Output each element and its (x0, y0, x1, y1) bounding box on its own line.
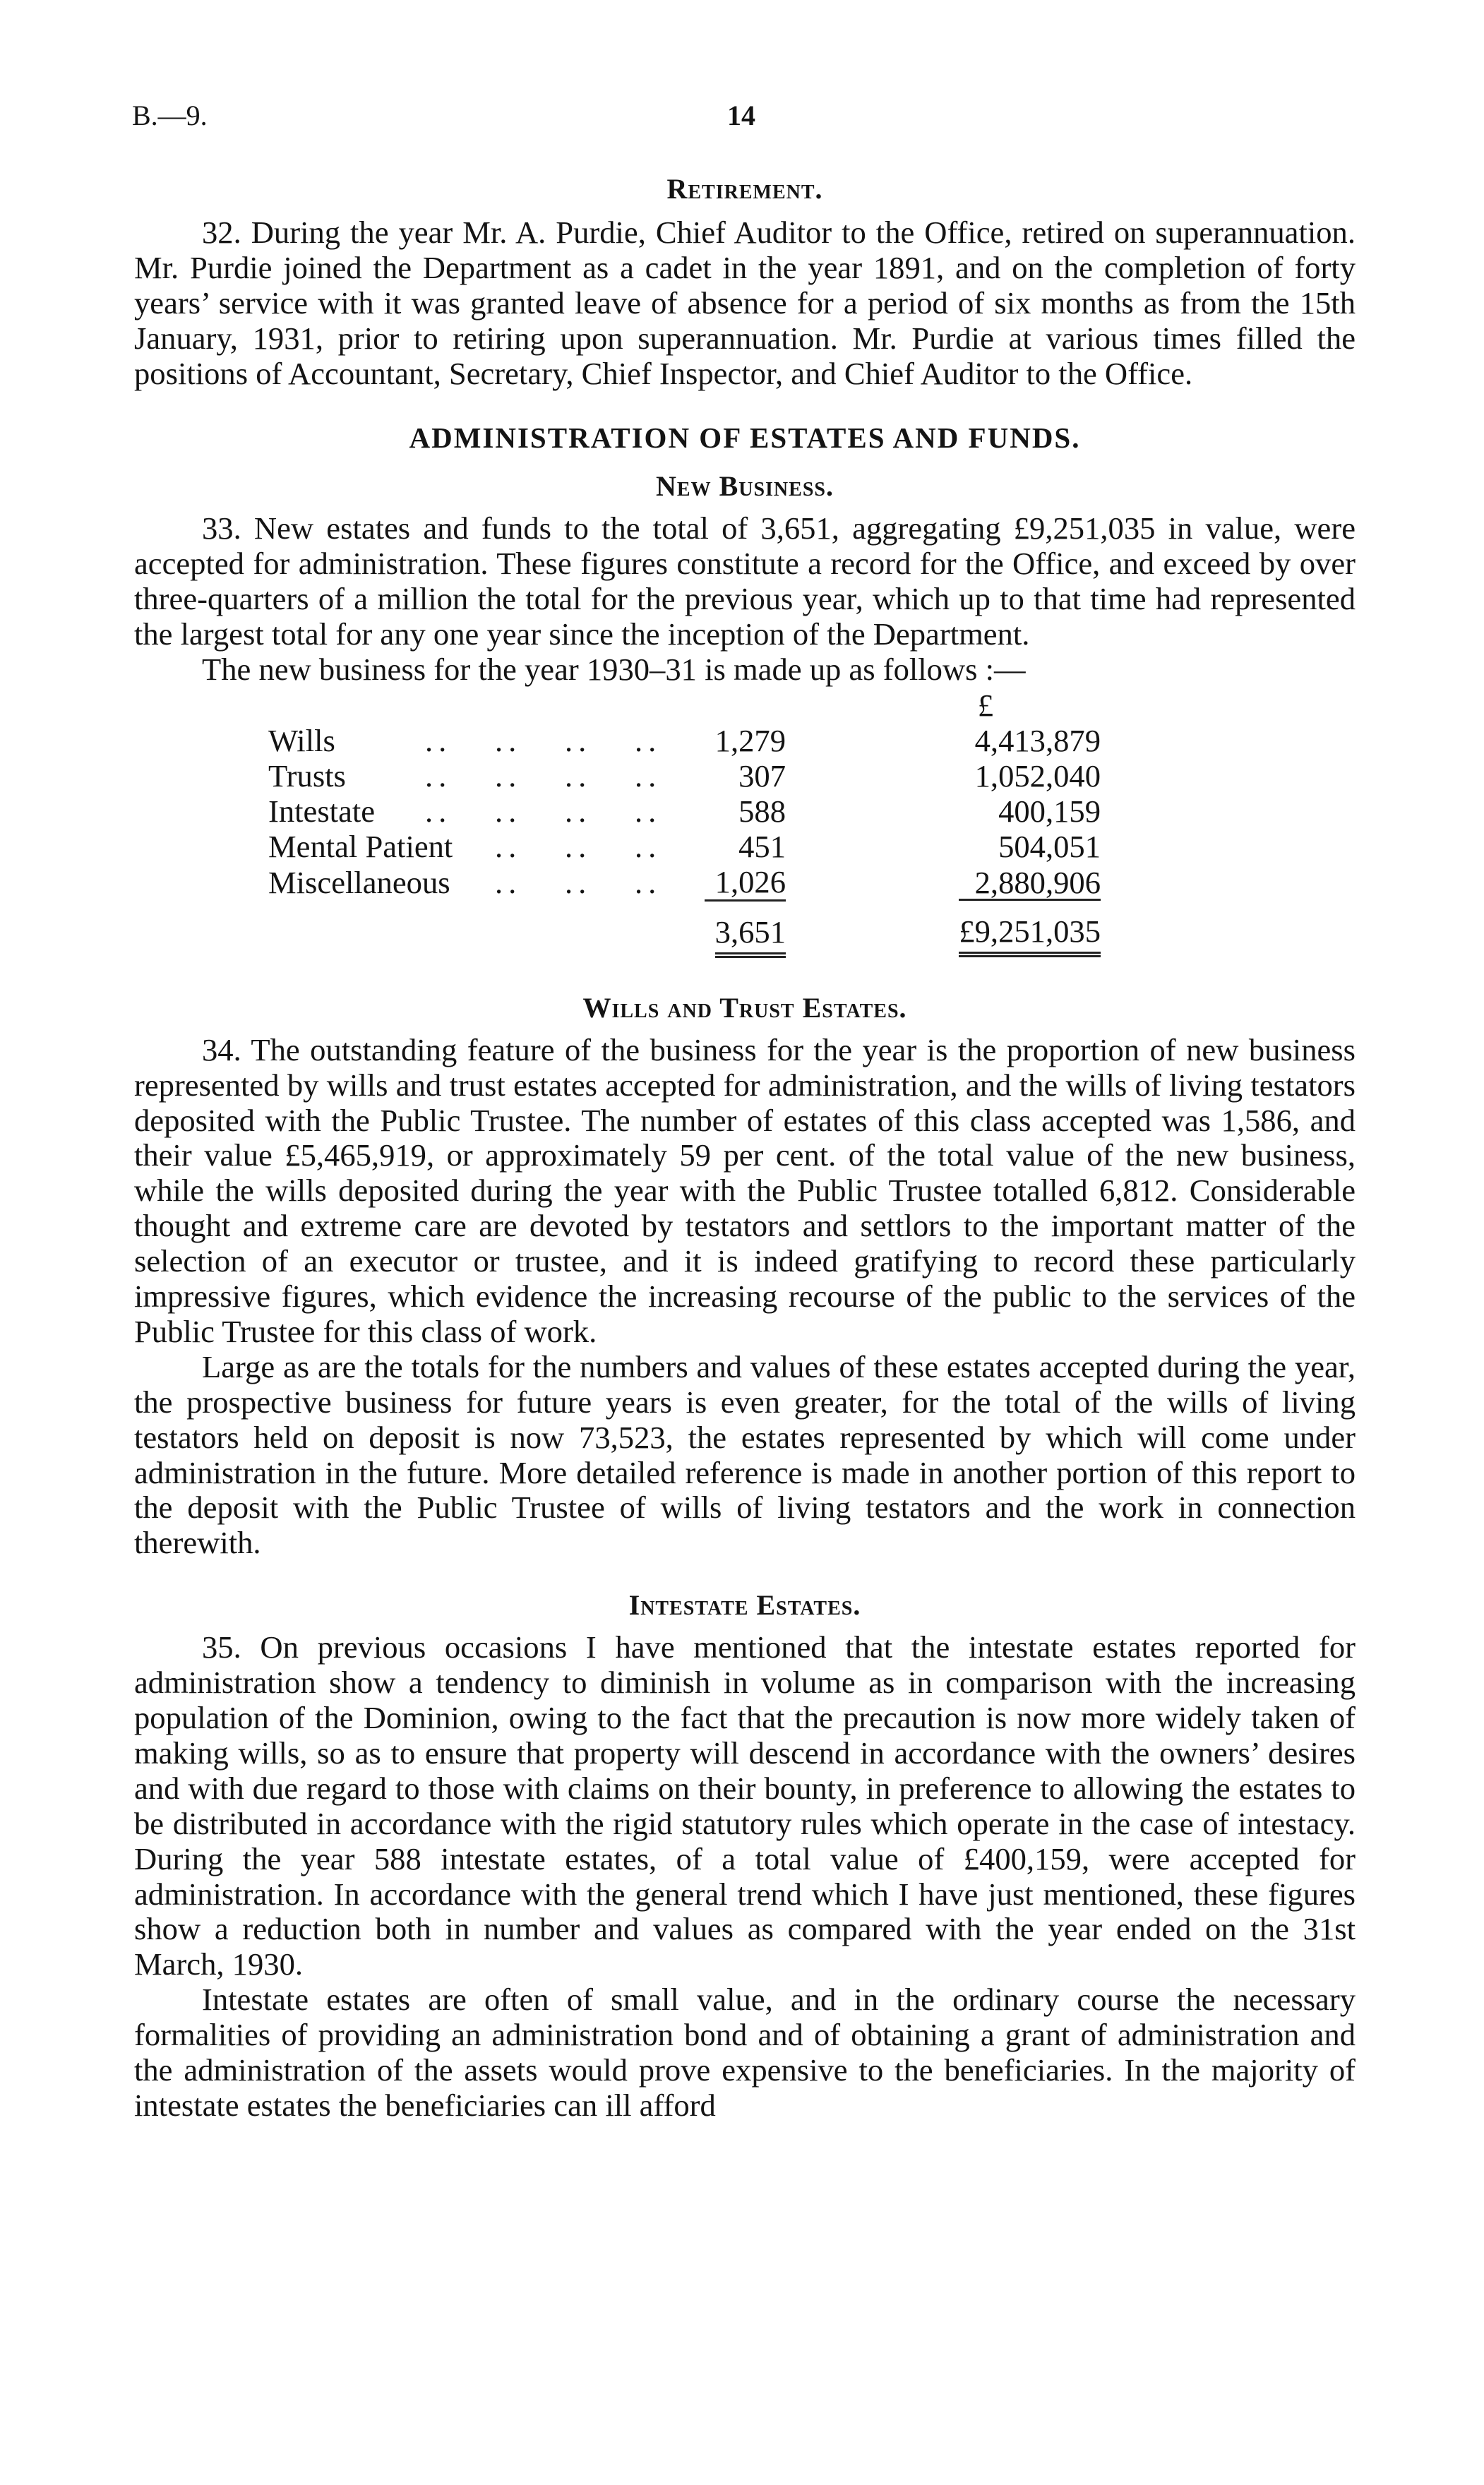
row-value: 2,880,906 (974, 864, 1101, 900)
row-value: 400,159 (998, 793, 1101, 829)
leader-dots: .. (565, 828, 592, 864)
paragraph-33: 33. New estates and funds to the total of 3,651, aggregating £9,251,035 in value, were accepted for administration. These figures constitute a record for the Office, and exceed by over three-quarters of a million the total for the previous year, which up to that time had represented the largest total for any one year since the inception of the Department. (134, 510, 1356, 652)
table-row (268, 864, 1101, 901)
leader-dots: .. (495, 828, 522, 864)
paragraph-35: 35. On previous occasions I have mentioned that the intestate estates reported for administration show a tendency to diminish in volume as in comparison with the increasing population of the Dominion, owing to the fact that the precaution is now more widely taken of making wills, so as to ensure that property will descend in accordance with the owners’ desires and with due regard to those with claims on their bounty, in preference to allowing the estates to be distributed in accordance with the rigid statutory rules which operate in the case of intestacy. During the year 588 intestate estates, of a total value of £400,159, were accepted for administration. In accordance with the general trend which I have just mentioned, these figures show a reduction both in number and values as compared with the year ended on the 31st March, 1930. (134, 1629, 1356, 1982)
table-total-row (268, 900, 1101, 958)
table-intro: The new business for the year 1930–31 is made up as follows :— (202, 651, 1026, 687)
row-count: 451 (738, 828, 786, 864)
leader-dots: .. (495, 793, 522, 829)
row-label: Mental Patient (268, 828, 453, 864)
leader-dots: .. (635, 758, 662, 794)
row-value: 504,051 (998, 828, 1101, 864)
leader-dots: .. (495, 758, 522, 794)
new-business-table (268, 688, 1101, 958)
leader-dots: .. (635, 828, 662, 864)
leader-dots: .. (495, 722, 522, 758)
leader-dots: .. (565, 722, 592, 758)
row-value: 4,413,879 (974, 722, 1101, 758)
page-body (134, 172, 1356, 2124)
row-label: Wills (268, 722, 335, 758)
table-row (268, 794, 1101, 829)
wills-trusts-heading: Wills and Trust Estates. (582, 991, 907, 1024)
row-count: 1,026 (714, 863, 786, 899)
table-row (268, 758, 1101, 794)
retirement-heading: Retirement. (666, 173, 823, 205)
paragraph-35-continued: Intestate estates are often of small value, and in the ordinary course the necessary formalities of providing an administration bond and of obtaining a grant of administration and the administration of the assets would prove expensive to the beneficiaries. In the majority of intestate estates the beneficiaries can ill afford (134, 1982, 1356, 2123)
paragraph-34-continued: Large as are the totals for the numbers and values of these estates accepted during the year, the prospective business for future years is even greater, for the total of the wills of living testators held on deposit is now 73,523, the estates represented by which will come under administration in the future. More detailed reference is made in another portion of this report to the deposit with the Public Trustee of wills of living testators and the work in connection therewith. (134, 1348, 1356, 1561)
row-label: Intestate (268, 793, 376, 829)
row-label: Miscellaneous (268, 864, 450, 900)
paragraph-32: 32. During the year Mr. A. Purdie, Chief Auditor to the Office, retired on superannuation. Mr. Purdie joined the Department as a cadet in the year 1891, and on the completion of forty years’ service with it was granted leave of absence for a period of six months as from the 15th January, 1931, prior to retiring upon superannuation. Mr. Purdie at various times filled the positions of Accountant, Secretary, Chief Inspector, and Chief Auditor to the Office. (134, 214, 1356, 391)
leader-dots: .. (425, 722, 453, 758)
table-row (268, 829, 1101, 864)
leader-dots: .. (635, 722, 662, 758)
row-count: 307 (738, 758, 786, 794)
paragraph-34: 34. The outstanding feature of the business for the year is the proportion of new business represented by wills and trust estates accepted for administration, and the wills of living testators deposited with the Public Trustee. The number of estates of this class accepted was 1,586, and their value £5,465,919, or approximately 59 per cent. of the total value of the new business, while the wills deposited during the year with the Public Trustee totalled 6,812. Considerable thought and extreme care are devoted by testators and settlors to the important matter of the selection of an executor or trustee, and it is indeed gratifying to record these particularly impressive figures, which evidence the increasing recourse of the public to the services of the Public Trustee for this class of work. (134, 1031, 1356, 1349)
leader-dots: .. (425, 793, 453, 829)
leader-dots: .. (635, 793, 662, 829)
row-count: 588 (738, 793, 786, 829)
total-count: 3,651 (715, 914, 786, 958)
leader-dots: .. (495, 864, 522, 900)
report-code: B.—9. (132, 100, 208, 131)
leader-dots: .. (565, 793, 592, 829)
leader-dots: .. (635, 864, 662, 900)
table-currency-row (268, 688, 1101, 723)
leader-dots: .. (425, 758, 453, 794)
new-business-heading: New Business. (656, 470, 834, 503)
row-count: 1,279 (714, 722, 786, 758)
leader-dots: .. (565, 864, 592, 900)
leader-dots: .. (565, 758, 592, 794)
currency-header: £ (977, 687, 994, 723)
intestate-heading: Intestate Estates. (628, 1589, 861, 1622)
administration-heading: ADMINISTRATION OF ESTATES AND FUNDS. (409, 421, 1081, 455)
total-value: £9,251,035 (959, 914, 1101, 957)
row-label: Trusts (268, 758, 346, 794)
table-row (268, 723, 1101, 758)
page-number: 14 (727, 100, 755, 131)
row-value: 1,052,040 (974, 758, 1101, 794)
